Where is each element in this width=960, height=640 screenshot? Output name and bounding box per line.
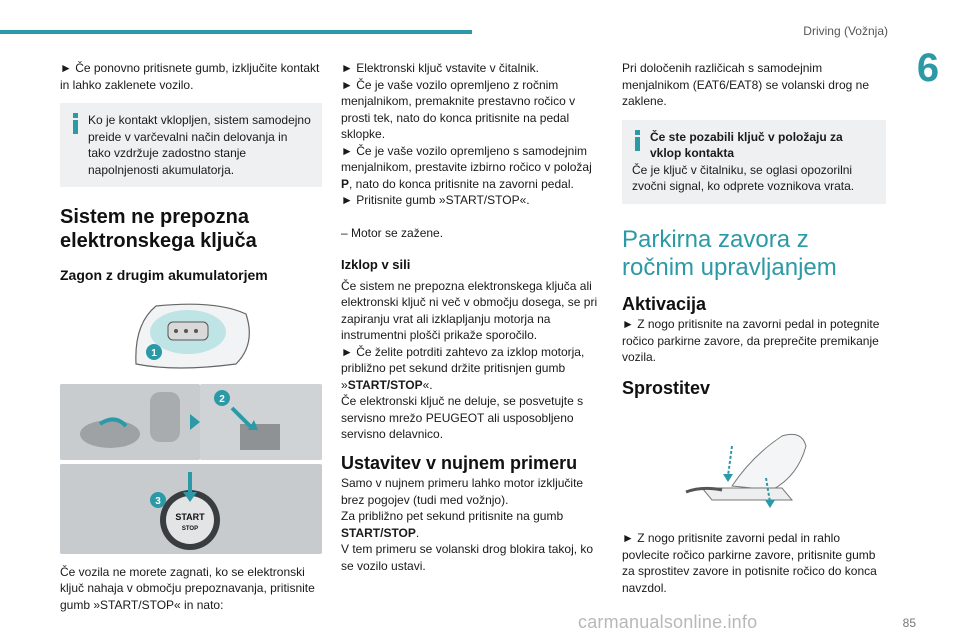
figure-label-2: 2 (219, 393, 225, 405)
figure-start-stop-button (60, 464, 322, 554)
text-bold: START/STOP (341, 525, 416, 540)
button-text-stop: STOP (181, 525, 199, 532)
section-heading: Sistem ne prepozna elektronskega ključa (60, 206, 257, 252)
subsection-heading: Sprostitev (622, 377, 711, 398)
figure-parking-brake (672, 416, 812, 516)
column-1 (60, 60, 322, 613)
paragraph: Samo v nujnem primeru lahko motor izključite brez pogojev (tudi med vožnjo). (341, 476, 584, 507)
text-bold: P (341, 176, 350, 191)
paragraph: V tem primeru se volanski drog blokira takoj, ko se vozilo ustavi. (341, 542, 594, 573)
section-heading: Ustavitev v nujnem primeru (341, 452, 578, 473)
column-2 (341, 60, 603, 574)
info-icon (70, 113, 80, 135)
figure-row (60, 384, 322, 460)
info-box (60, 103, 322, 187)
paragraph: ► Če je vaše vozilo opremljeno z ročnim menjalnikom, premaknite prestavno ročico v prosti tek, nato do konca pritisnite na pedal sklopke. (341, 77, 576, 141)
paragraph: Pri določenih različicah s samodejnim menjalnikom (EAT6/EAT8) se volanski drog ne zaklene. (622, 61, 869, 108)
subsection-heading: Aktivacija (622, 293, 707, 314)
paragraph: Če vozila ne morete zagnati, ko se elektronski ključ nahaja v območju prepoznavanja, pritisnite gumb »START/STOP« in nato: (60, 564, 315, 612)
paragraph: ► Z nogo pritisnite zavorni pedal in rahlo povlecite ročico parkirne zavore, pritisnite gumb za sprostitev zavore in potisnite ročico do konca navzdol. (622, 531, 877, 595)
figure-key-slot (200, 384, 322, 460)
text-run: ► Če je vaše vozilo opremljeno s samodejnim menjalnikom, prestavite izbirno ročico v položaj (341, 143, 592, 174)
text-bold: START/STOP (347, 377, 423, 392)
info-text: Če je ključ v čitalniku, se oglasi opozorilni zvočni signal, ko odprete voznikova vrata. (632, 162, 855, 193)
button-text-start: START (175, 511, 205, 522)
page-number: 85 (902, 616, 916, 630)
figure-key-in-reader (116, 294, 262, 378)
subsection-heading: Izklop v sili (341, 257, 411, 272)
text-run: «. (422, 377, 433, 392)
info-title: Če ste pozabili ključ v položaju za vklop kontakta (650, 129, 843, 160)
figure-label-3: 3 (155, 495, 161, 507)
paragraph: ► Če ponovno pritisnete gumb, izključite kontakt in lahko zaklenete vozilo. (60, 61, 320, 92)
paragraph (341, 344, 603, 394)
paragraph (341, 143, 603, 193)
paragraph: ► Elektronski ključ vstavite v čitalnik. (341, 61, 539, 75)
paragraph: Če sistem ne prepozna elektronskega ključa ali elektronski ključ ni več v območju dosega, se pri zapiranju vrat ali izklapljanju motorja na instrumentni plošči prikaže sporočilo. (341, 278, 598, 342)
paragraph (341, 508, 603, 541)
info-icon (632, 130, 642, 152)
paragraph: ► Z nogo pritisnite na zavorni pedal in potegnite ročico parkirne zavore, da preprečite premikanje vozila. (622, 317, 880, 364)
section-heading: Parkirna zavora z ročnim upravljanjem (622, 225, 837, 281)
figure-label-1: 1 (151, 347, 157, 359)
paragraph: – Motor se zažene. (341, 225, 444, 240)
text-run: Za približno pet sekund pritisnite na gumb (341, 509, 564, 523)
info-box (622, 120, 886, 204)
paragraph: Če elektronski ključ ne deluje, se posvetujte s servisno mrežo PEUGEOT ali usposobljeno servisno delavnico. (341, 394, 584, 441)
figure-cupholder (60, 384, 200, 460)
chapter-number: 6 (916, 45, 940, 90)
paragraph: ► Pritisnite gumb »START/STOP«. (341, 193, 530, 207)
text-run: ► Če želite potrditi zahtevo za izklop motorja, približno pet sekund držite pritisnjen gumb » (341, 344, 585, 392)
header-accent-bar (0, 30, 472, 34)
chapter-tab (896, 40, 960, 96)
running-head: Driving (Vožnja) (803, 24, 888, 38)
watermark: carmanualsonline.info (578, 612, 758, 632)
text-run: . (415, 525, 420, 540)
subsection-heading: Zagon z drugim akumulatorjem (60, 267, 268, 283)
text-run: , nato do konca pritisnite na zavorni pedal. (349, 176, 574, 191)
column-3 (622, 60, 886, 596)
info-text: Ko je kontakt vklopljen, sistem samodejno preide v varčevalni način delovanja in tako vzdržuje zadostno stanje napolnjenosti akumulatorja. (88, 113, 311, 177)
